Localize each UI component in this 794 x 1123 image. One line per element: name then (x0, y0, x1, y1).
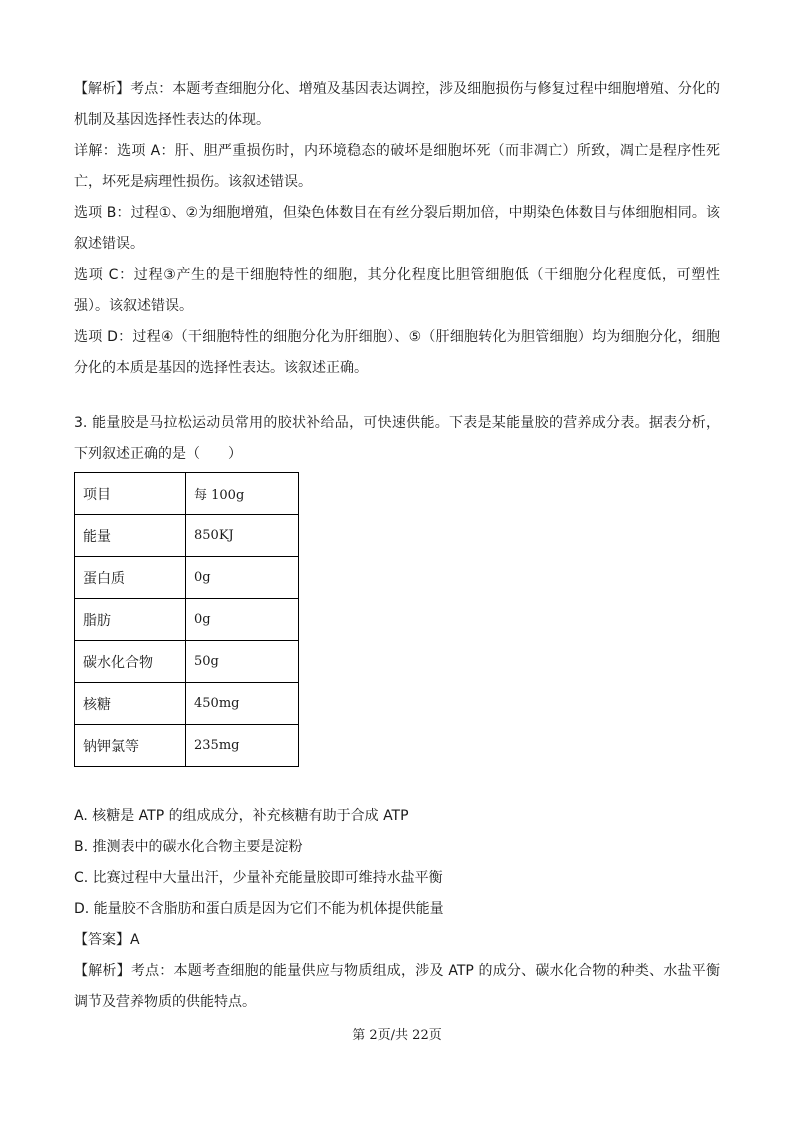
analysis-option-d: 选项 D：过程④（干细胞特性的细胞分化为肝细胞）、⑤（肝细胞转化为胆管细胞）均为细胞分化，细胞分化的本质是基因的选择性表达。该叙述正确。 (74, 329, 720, 376)
option-d: D. 能量胶不含脂肪和蛋白质是因为它们不能为机体提供能量 (74, 901, 444, 917)
analysis-option-a: 详解：选项 A：肝、胆严重损伤时，内环境稳态的破坏是细胞坏死（而非凋亡）所致，凋亡是程序性死亡，坏死是病理性损伤。该叙述错误。 (74, 143, 720, 190)
table-row (75, 641, 299, 683)
table-cell: 450mg (186, 683, 299, 725)
page-number: 第 2页/共 22页 (352, 1028, 442, 1043)
analysis-paragraph: 【解析】考点：本题考查细胞的能量供应与物质组成，涉及 ATP 的成分、碳水化合物的种类、水盐平衡调节及营养物质的供能特点。 (74, 963, 720, 1010)
table-cell: 235mg (186, 725, 299, 767)
table-row (75, 473, 299, 515)
question-stem: 3. 能量胶是马拉松运动员常用的胶状补给品，可快速供能。下表是某能量胶的营养成分表。据表分析，下列叙述正确的是（ ） (74, 415, 720, 462)
table-cell: 850KJ (186, 515, 299, 557)
document-page (74, 74, 720, 1018)
table-cell: 项目 (75, 473, 186, 515)
table-row (75, 557, 299, 599)
table-cell: 钠钾氯等 (75, 725, 186, 767)
table-row (75, 683, 299, 725)
option-c: C. 比赛过程中大量出汗，少量补充能量胶即可维持水盐平衡 (74, 870, 443, 886)
table-cell: 脂肪 (75, 599, 186, 641)
table-cell: 每 100g (186, 473, 299, 515)
table-cell: 0g (186, 557, 299, 599)
table-cell: 50g (186, 641, 299, 683)
table-cell: 蛋白质 (75, 557, 186, 599)
table-cell: 碳水化合物 (75, 641, 186, 683)
answer-line: 【答案】A (74, 932, 140, 948)
nutrition-table (74, 472, 299, 767)
option-a: A. 核糖是 ATP 的组成成分，补充核糖有助于合成 ATP (74, 808, 409, 824)
analysis-option-b: 选项 B：过程①、②为细胞增殖，但染色体数目在有丝分裂后期加倍，中期染色体数目与体细胞相同。该叙述错误。 (74, 205, 720, 252)
table-row (75, 599, 299, 641)
table-row (75, 515, 299, 557)
table-cell: 能量 (75, 515, 186, 557)
answer-options (74, 801, 720, 925)
option-b: B. 推测表中的碳水化合物主要是淀粉 (74, 839, 303, 855)
spacer (74, 384, 720, 408)
table-row (75, 725, 299, 767)
analysis-intro: 【解析】考点：本题考查细胞分化、增殖及基因表达调控，涉及细胞损伤与修复过程中细胞增殖、分化的机制及基因选择性表达的体现。 (74, 81, 720, 128)
table-cell: 核糖 (75, 683, 186, 725)
analysis-option-c: 选项 C：过程③产生的是干细胞特性的细胞，其分化程度比胆管细胞低（干细胞分化程度低，可塑性强）。该叙述错误。 (74, 267, 720, 314)
table-cell: 0g (186, 599, 299, 641)
